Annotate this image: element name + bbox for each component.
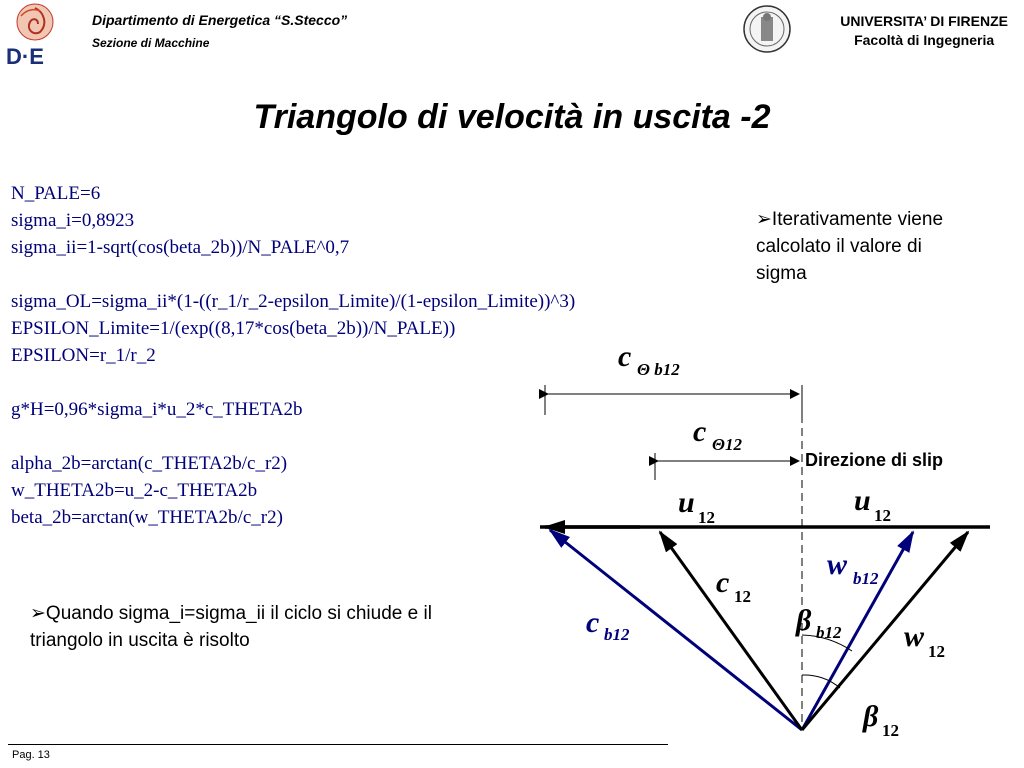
svg-text:u: u (854, 484, 871, 517)
university-seal (742, 4, 792, 54)
svg-text:c: c (586, 606, 600, 639)
de-logo (4, 2, 66, 66)
university-name: UNIVERSITA’ DI FIRENZE (840, 13, 1008, 29)
svg-text:Θ12: Θ12 (712, 435, 742, 454)
svg-text:12: 12 (734, 587, 751, 606)
label-c-theta-b12 (618, 340, 680, 379)
label-u12-left (678, 486, 715, 527)
de-logo-text: D·E (6, 44, 44, 66)
svg-text:u: u (678, 486, 695, 519)
svg-text:b12: b12 (816, 623, 842, 642)
code-line (11, 423, 575, 450)
svg-text:12: 12 (698, 508, 715, 527)
label-beta12 (862, 700, 899, 740)
code-line: beta_2b=arctan(w_THETA2b/c_r2) (11, 507, 283, 528)
svg-text:w: w (827, 548, 848, 581)
label-c-theta12 (693, 415, 742, 454)
svg-text:w: w (904, 620, 925, 653)
code-line: sigma_ii=1-sqrt(cos(beta_2b))/N_PALE^0,7 (11, 237, 350, 258)
faculty-name: Facoltà di Ingegneria (854, 32, 995, 48)
code-block (11, 180, 575, 531)
university-block (840, 12, 1008, 50)
svg-text:β: β (863, 700, 879, 733)
svg-text:c: c (693, 415, 707, 448)
svg-text:12: 12 (928, 642, 945, 661)
svg-text:12: 12 (874, 506, 891, 525)
code-line (11, 261, 575, 288)
slip-direction-label: Direzione di slip (805, 450, 944, 470)
department-name: Dipartimento di Energetica “S.Stecco” (92, 12, 348, 28)
code-line: sigma_OL=sigma_ii*(1-((r_1/r_2-epsilon_Limite)/(1-epsilon_Limite))^3) (11, 291, 576, 312)
university-seal-icon (742, 4, 792, 54)
label-cb12 (586, 606, 630, 644)
code-line: EPSILON=r_1/r_2 (11, 345, 156, 366)
note-left: ➢Quando sigma_i=sigma_ii il ciclo si chiude e il triangolo in uscita è risolto (30, 603, 432, 651)
slide-title: Triangolo di velocità in uscita -2 (253, 98, 771, 136)
note-right: ➢Iterativamente viene calcolato il valore di sigma (756, 209, 944, 284)
svg-text:β: β (796, 604, 812, 637)
label-w12 (904, 620, 945, 661)
footer-divider (8, 744, 668, 745)
angle-arc-beta12 (802, 675, 840, 688)
svg-text:Θ b12: Θ b12 (637, 360, 680, 379)
c12-vector (660, 532, 802, 730)
svg-text:c: c (716, 566, 730, 599)
svg-text:c: c (618, 340, 632, 373)
label-wb12 (827, 548, 879, 588)
svg-text:12: 12 (882, 721, 899, 740)
label-u12-right (854, 484, 891, 525)
de-logo-icon (4, 2, 66, 66)
section-name: Sezione di Macchine (92, 36, 210, 50)
code-line (11, 369, 575, 396)
code-line: EPSILON_Limite=1/(exp((8,17*cos(beta_2b))/N_PALE)) (11, 318, 456, 339)
code-line: w_THETA2b=u_2-c_THETA2b (11, 480, 258, 501)
label-beta-b12 (795, 604, 842, 642)
code-line: N_PALE=6 (11, 183, 101, 204)
code-line: g*H=0,96*sigma_i*u_2*c_THETA2b (11, 399, 303, 420)
velocity-triangle-diagram (520, 330, 1010, 740)
page-number: Pag. 13 (12, 749, 50, 761)
code-line: alpha_2b=arctan(c_THETA2b/c_r2) (11, 453, 288, 474)
svg-text:b12: b12 (853, 569, 879, 588)
label-c12 (716, 566, 751, 606)
svg-text:b12: b12 (604, 625, 630, 644)
code-line: sigma_i=0,8923 (11, 210, 135, 231)
